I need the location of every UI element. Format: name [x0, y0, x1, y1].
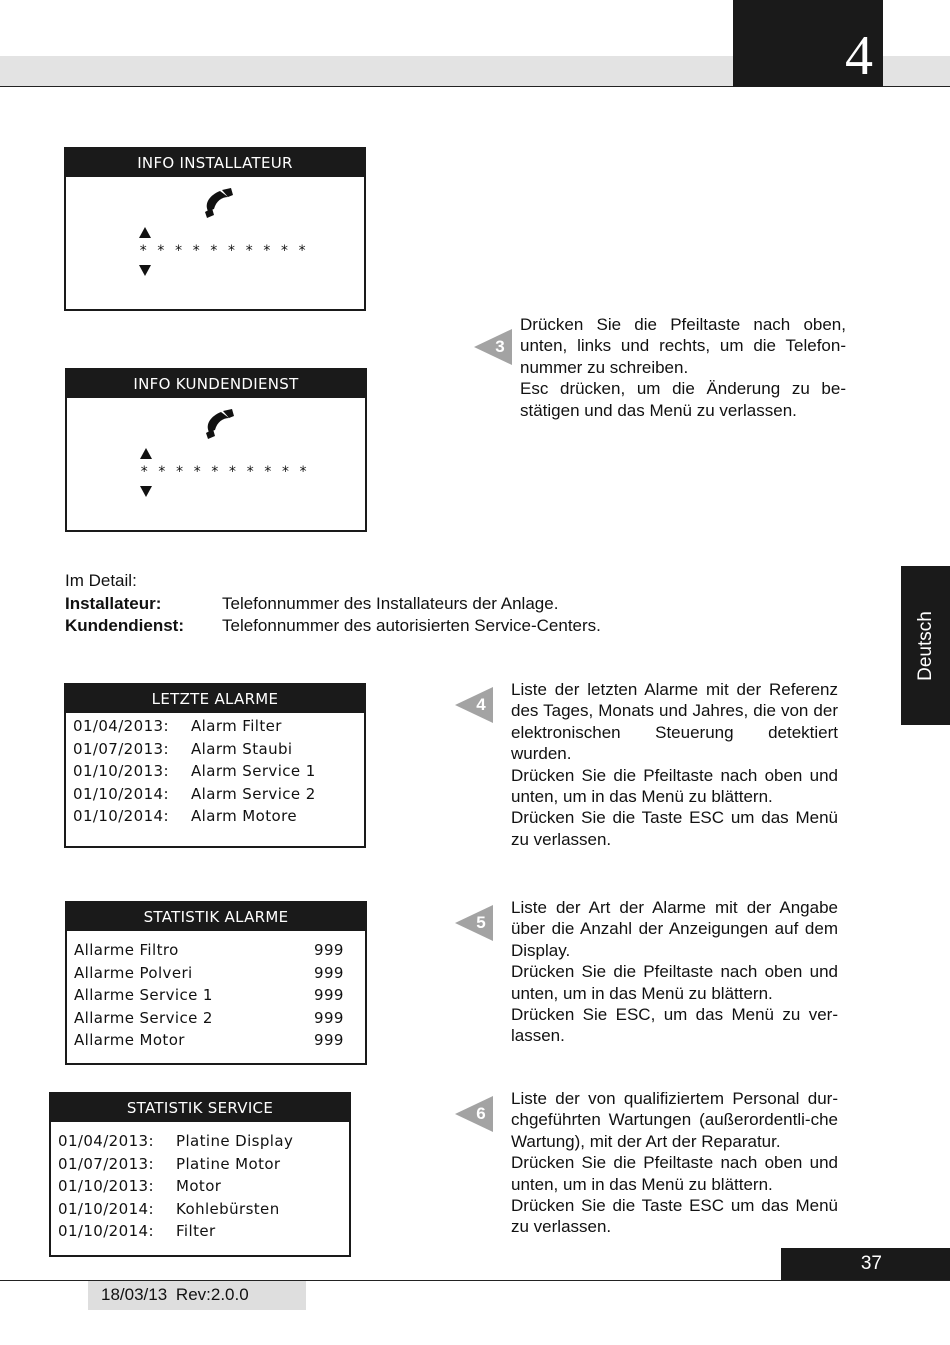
phone-number-field: * * * * * * * * * * — [139, 243, 307, 259]
detail-intro: Im Detail: — [65, 571, 137, 590]
service-date: 01/10/2014: — [58, 1222, 154, 1240]
step-5-line: Liste der Art der Alarme mit der Angabe über die Anzahl der Anzeigungen auf dem Display. — [511, 898, 838, 960]
screen-title: INFO INSTALLATEUR — [66, 149, 364, 177]
service-label: Platine Motor — [176, 1154, 281, 1173]
step-5-line: Drücken Sie die Pfeiltaste nach oben und unten, um in das Menü zu blättern. — [511, 962, 838, 1003]
phone-number-field: * * * * * * * * * * — [140, 464, 308, 480]
page-number: 37 — [781, 1248, 950, 1280]
screen-title: STATISTIK SERVICE — [51, 1094, 349, 1122]
alarm-statistics-list — [67, 931, 365, 1052]
list-item — [74, 962, 365, 985]
screen-title: STATISTIK ALARME — [67, 903, 365, 931]
arrow-up-icon — [140, 448, 152, 459]
footer-date: 18/03/13 — [101, 1285, 168, 1304]
alarm-label: Alarm Motore — [191, 807, 297, 825]
screen-title: LETZTE ALARME — [66, 685, 364, 713]
list-item — [74, 1029, 365, 1052]
statistik-alarme-screen — [65, 901, 367, 1065]
step-4-line: Drücken Sie die Taste ESC um das Menü zu verlassen. — [511, 808, 838, 849]
phone-icon — [198, 187, 238, 223]
detail-block — [65, 570, 601, 638]
list-item — [74, 1007, 365, 1030]
language-tab-label: Deutsch — [914, 610, 936, 681]
detail-key: Kundendienst: — [65, 616, 184, 635]
alarm-date: 01/10/2014: — [73, 784, 169, 803]
service-label: Motor — [176, 1177, 222, 1195]
alarm-count: 999 — [314, 1031, 344, 1049]
service-date: 01/07/2013: — [58, 1154, 154, 1173]
alarm-count: 999 — [314, 1008, 344, 1027]
detail-value: Telefonnummer des autorisierten Service-Centers. — [222, 616, 601, 635]
step-3-line: Drücken Sie die Pfeiltaste nach oben, unten, links und rechts, um die Telefon-nummer zu schreiben. — [520, 315, 846, 377]
service-label: Filter — [176, 1222, 216, 1240]
step-3-line: Esc drücken, um die Änderung zu be-stätigen und das Menü zu verlassen. — [520, 379, 846, 420]
list-item — [73, 715, 364, 738]
chapter-number: 4 — [733, 0, 883, 87]
list-item — [73, 805, 364, 828]
step-5-description — [511, 897, 838, 1047]
alarm-count: 999 — [314, 963, 344, 982]
step-6-line: Drücken Sie die Taste ESC um das Menü zu verlassen. — [511, 1196, 838, 1237]
step-marker-5 — [455, 905, 495, 941]
detail-key: Installateur: — [65, 593, 162, 613]
service-date: 01/10/2013: — [58, 1177, 154, 1195]
service-label: Platine Display — [176, 1132, 294, 1150]
step-4-line: Liste der letzten Alarme mit der Referenz des Tages, Monats und Jahres, die von der elektronischen Steuerung detektiert wurden. — [511, 680, 838, 764]
phone-icon — [199, 408, 239, 444]
list-item — [74, 984, 365, 1007]
letzte-alarme-screen — [64, 683, 366, 848]
list-item — [73, 760, 364, 783]
alarm-date: 01/04/2013: — [73, 717, 169, 735]
step-marker-3 — [474, 329, 514, 365]
list-item — [74, 939, 365, 962]
service-list — [51, 1122, 349, 1243]
alarm-list — [66, 713, 364, 828]
alarm-type: Allarme Motor — [74, 1031, 185, 1049]
list-item — [73, 783, 364, 806]
list-item — [58, 1198, 349, 1221]
alarm-date: 01/07/2013: — [73, 739, 169, 758]
alarm-label: Alarm Service 2 — [191, 784, 316, 803]
arrow-down-icon — [140, 486, 152, 497]
info-installateur-screen — [64, 147, 366, 311]
alarm-type: Allarme Polveri — [74, 963, 193, 982]
info-kundendienst-screen — [65, 368, 367, 532]
step-number: 3 — [495, 337, 505, 356]
revision-info — [88, 1281, 306, 1310]
step-number: 6 — [476, 1104, 486, 1123]
alarm-label: Alarm Filter — [191, 717, 282, 735]
step-6-line: Liste der von qualifiziertem Personal dur-chgeführten Wartungen (außerordentli-che Wartung), mit der Art der Reparatur. — [511, 1089, 838, 1151]
screen-title: INFO KUNDENDIENST — [67, 370, 365, 398]
alarm-count: 999 — [314, 986, 344, 1004]
list-item — [58, 1175, 349, 1198]
step-4-description — [511, 679, 838, 850]
step-6-description — [511, 1088, 838, 1238]
step-6-line: Drücken Sie die Pfeiltaste nach oben und unten, um in das Menü zu blättern. — [511, 1153, 838, 1194]
step-marker-4 — [455, 687, 495, 723]
list-item — [73, 738, 364, 761]
alarm-type: Allarme Service 1 — [74, 986, 213, 1004]
list-item — [58, 1153, 349, 1176]
language-tab — [901, 566, 950, 725]
alarm-label: Alarm Staubi — [191, 739, 293, 758]
statistik-service-screen — [49, 1092, 351, 1257]
step-marker-6 — [455, 1096, 495, 1132]
service-date: 01/04/2013: — [58, 1132, 154, 1150]
step-number: 5 — [476, 913, 486, 932]
arrow-down-icon — [139, 265, 151, 276]
list-item — [58, 1220, 349, 1243]
detail-value: Telefonnummer des Installateurs der Anlage. — [222, 593, 559, 613]
alarm-date: 01/10/2014: — [73, 807, 169, 825]
footer-revision: Rev:2.0.0 — [175, 1285, 249, 1304]
alarm-type: Allarme Filtro — [74, 941, 179, 959]
alarm-type: Allarme Service 2 — [74, 1008, 213, 1027]
alarm-date: 01/10/2013: — [73, 762, 169, 780]
list-item — [58, 1130, 349, 1153]
service-label: Kohlebürsten — [176, 1199, 280, 1218]
service-date: 01/10/2014: — [58, 1199, 154, 1218]
step-5-line: Drücken Sie ESC, um das Menü zu ver-lassen. — [511, 1005, 838, 1046]
step-3-description — [520, 314, 846, 421]
detail-row — [65, 593, 601, 616]
arrow-up-icon — [139, 227, 151, 238]
step-number: 4 — [476, 695, 486, 714]
alarm-label: Alarm Service 1 — [191, 762, 316, 780]
alarm-count: 999 — [314, 941, 344, 959]
detail-row — [65, 615, 601, 638]
step-4-line: Drücken Sie die Pfeiltaste nach oben und unten, um in das Menü zu blättern. — [511, 765, 838, 807]
